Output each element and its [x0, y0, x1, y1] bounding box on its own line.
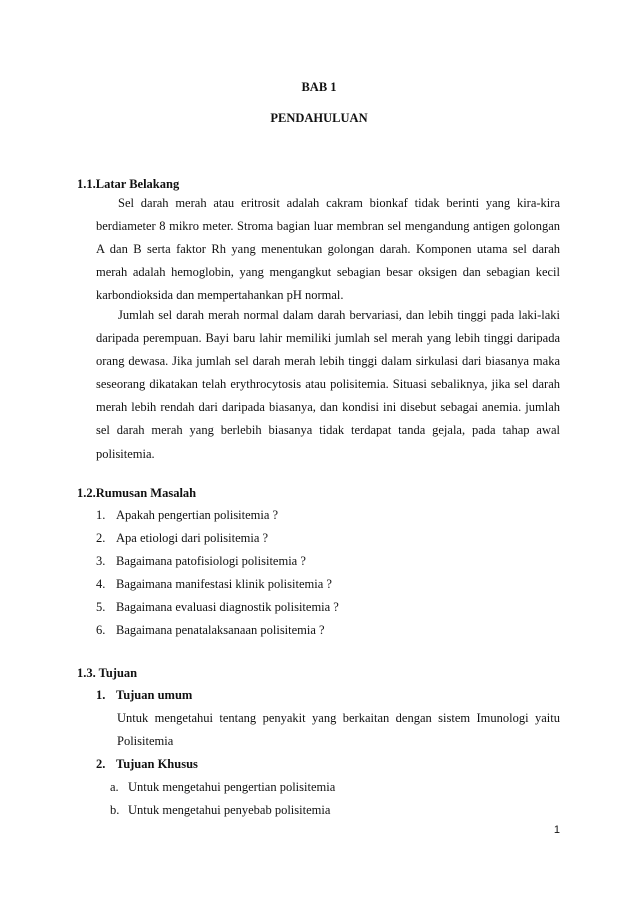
tujuan-umum-item: 1. Tujuan umum [96, 688, 193, 702]
tujuan-khusus-item: 2. Tujuan Khusus [96, 757, 198, 771]
tujuan-khusus-title: Tujuan Khusus [116, 757, 198, 771]
tujuan-umum-text: Untuk mengetahui tentang penyakit yang berkaitan dengan sistem Imunologi yaitu Polisitemia [117, 711, 560, 749]
section-heading-tujuan: 1.3. Tujuan [77, 666, 138, 680]
list-item: 2. Apa etiologi dari polisitemia ? [96, 531, 269, 546]
section-heading-rumusan-masalah: 1.2.Rumusan Masalah [77, 486, 197, 500]
tujuan-khusus-list [110, 776, 335, 822]
list-item: b. Untuk mengetahui penyebab polisitemia [110, 803, 331, 818]
list-item: a. Untuk mengetahui pengertian polisitemia [110, 780, 336, 794]
chapter-title: PENDAHULUAN [270, 111, 368, 125]
list-item: 6. Bagaimana penatalaksanaan polisitemia ? [96, 623, 325, 638]
paragraph-latar-2: Jumlah sel darah merah normal dalam darah bervariasi, dan lebih tinggi pada laki-laki daripada perempuan. Bayi baru lahir memiliki jumlah sel merah yang lebih tinggi daripada orang dewasa. Jika jumlah sel darah merah lebih tinggi dalam sirkulasi dari biasanya maka seseorang dikatakan telah erythrocytosis atau polisitemia. Situasi sebaliknya, jika sel darah merah lebih rendah dari daripada biasanya, dan kondisi ini disebut sebagai anemia. jumlah sel darah merah yang berlebih biasanya tidak terdapat tanda gejala, pada tahap awal polisitemia. [96, 308, 560, 461]
list-item: 4. Bagaimana manifestasi klinik polisitemia ? [96, 577, 332, 592]
tujuan-umum-title: Tujuan umum [116, 688, 193, 702]
rumusan-list [96, 504, 566, 643]
chapter-label: BAB 1 [301, 80, 337, 94]
list-item: 5. Bagaimana evaluasi diagnostik polisitemia ? [96, 600, 339, 615]
paragraph-latar-1: Sel darah merah atau eritrosit adalah cakram bionkaf tidak berinti yang kira-kira berdiameter 8 mikro meter. Stroma bagian luar membran sel mengandung antigen golongan A dan B serta faktor Rh yang menentukan golongan darah. Komponen utama sel darah merah adalah hemoglobin, yang mengangkut sebagian besar oksigen dan sebagian kecil karbondioksida dan mempertahankan pH normal. [96, 196, 560, 303]
section-heading-latar-belakang: 1.1.Latar Belakang [77, 177, 180, 191]
list-item: 3. Bagaimana patofisiologi polisitemia ? [96, 554, 306, 569]
list-item: 1. Apakah pengertian polisitemia ? [96, 508, 279, 522]
page-number: 1 [553, 824, 560, 836]
